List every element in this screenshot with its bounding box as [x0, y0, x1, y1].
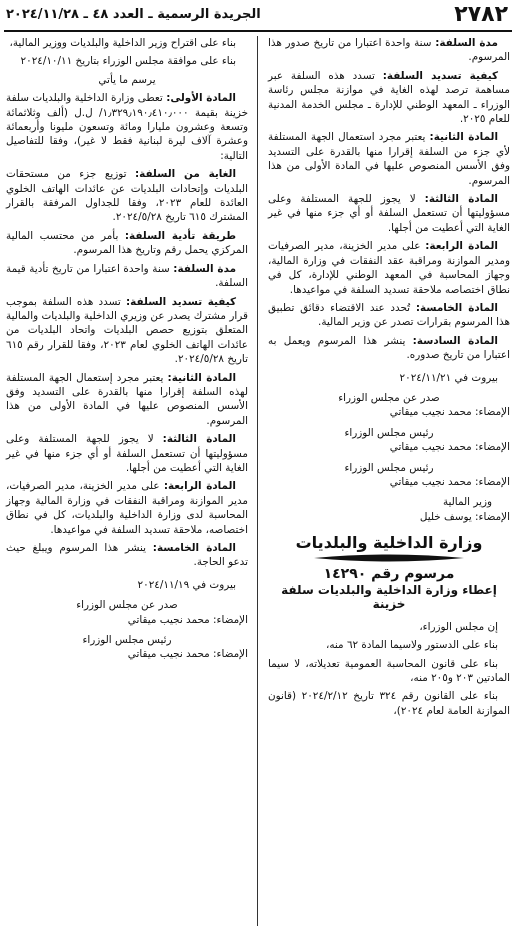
signature-line: صدر عن مجلس الوزراء	[76, 599, 178, 612]
decree-subject: إعطاء وزارة الداخلية والبلديات سلفة خزينة	[281, 583, 497, 612]
gazette-title: الجريدة الرسمية ـ العدد ٤٨ ـ ٢٠٢٤/١١/٢٨	[6, 7, 261, 22]
article-title: المادة الخامسة:	[415, 301, 498, 314]
decree-date: بيروت في ٢٠٢٤/١١/١٩	[137, 578, 236, 591]
paragraph: بناء على الدستور ولاسيما المادة ٦٢ منه،	[326, 639, 498, 652]
paragraph: المادة السادسة: ينشر هذا المرسوم ويعمل به اعتبارا من تاريخ صدوره.	[268, 334, 510, 362]
paragraph: بناء على موافقة مجلس الوزراء بتاريخ ٢٠٢٤/١٠/١١	[20, 55, 236, 68]
paragraph: إن مجلس الوزراء،	[419, 620, 498, 633]
article-title: المادة الخامسة:	[152, 542, 236, 554]
article-title: المادة السادسة:	[412, 334, 498, 347]
paragraph: بناء على اقتراح وزير الداخلية والبلديات ووزير المالية،	[9, 37, 236, 49]
paragraph: مدة السلفة: سنة واحدة اعتبارا من تاريخ تأدية قيمة السلفة.	[6, 262, 248, 290]
paragraph: مدة السلفة: سنة واحدة اعتبارا من تاريخ صدور هذا المرسوم.	[268, 37, 510, 64]
decree-number: مرسوم رقم ١٤٢٩٠	[323, 565, 455, 582]
paragraph: المادة الرابعة: على مدير الخزينة، مدير الصرفيات ومدير الموازنة ومراقبة عقد النفقات في وزارة المالية، وجهاز المحاسبة في المعهد الوطني للإدارة، كل في نطاق اختصاصه ملاحقة تسديد السلفة في مواعيدها.	[268, 240, 510, 296]
page-header	[0, 0, 516, 30]
article-title: المادة الثانية:	[429, 131, 499, 144]
article-title: كيفية تسديد السلفة:	[126, 295, 236, 308]
paragraph: الغاية من السلفة: توزيع جزء من مستحقات البلديات وإتحادات البلديات عن عائدات الهاتف الخلوي العائدة للعام ٢٠٢٣، وفقا للجداول المرفقة بالقرار المشترك ٦١٥ تاريخ ٢٠٢٤/٥/٢٨.	[6, 168, 248, 224]
paragraph: بناء على القانون رقم ٣٢٤ تاريخ ٢٠٢٤/٢/١٢ (قانون الموازنة العامة لعام ٢٠٢٤)،	[268, 690, 510, 717]
column-divider	[257, 36, 258, 926]
right-column	[268, 36, 510, 722]
decree-formula: يرسم ما يأتي	[98, 73, 156, 86]
paragraph: كيفية تسديد السلفة: تسدد هذه السلفة عبر مساهمة ترصد لهذه الغاية في موازنة مجلس رئاسة الوزراء ـ المعهد الوطني للإدارة ـ مجلس الخدمة المدنية للعام ٢٠٢٥.	[268, 69, 510, 126]
signature-line: رئيس مجلس الوزراء	[344, 461, 434, 474]
header-rule	[4, 30, 512, 32]
paragraph: المادة الثالثة: لا يجوز للجهة المستلفة وعلى مسؤوليتها أن تستعمل السلفة أو أي جزء منها في غير الغاية التي أعطيت من أجلها.	[6, 433, 248, 474]
signature-line: الإمضاء: محمد نجيب ميقاتي	[127, 613, 248, 626]
paragraph: المادة الرابعة: على مدير الخزينة، مدير الصرفيات، مدير الموازنة ومراقبة النفقات في وزارة المالية وجهاز المحاسبة لدى وزارة الداخلية والبلديات، كل في نطاق اختصاصه، ملاحقة تسديد السلفة في مواعيدها.	[6, 480, 248, 536]
ornament-divider	[314, 553, 464, 563]
signature-line: وزير المالية	[442, 496, 492, 509]
paragraph: كيفية تسديد السلفة: تسدد هذه السلفة بموجب قرار مشترك يصدر عن وزيري الداخلية والبلديات والمالية المتعلق بتوزيع حصص البلديات واتحاد البلديات من عائدات الهاتف الخلوي لعام ٢٠٢٣، وفقا للقرار رقم ٦١٥ تاريخ ٢٠٢٤/٥/٢٨.	[6, 295, 248, 366]
article-title: الغاية من السلفة:	[135, 168, 237, 181]
decree-date: بيروت في ٢٠٢٤/١١/٢١	[399, 371, 498, 384]
article-title: مدة السلفة:	[173, 262, 236, 275]
article-title: مدة السلفة:	[435, 37, 498, 49]
signature-line: رئيس مجلس الوزراء	[82, 634, 172, 647]
paragraph: المادة الثانية: يعتبر مجرد إستعمال الجهة المستلفة لهذه السلفة إقرارا منها بالقدرة على التسديد وفق الأسس المنصوص عليها في المادة الأولى من هذا المرسوم.	[6, 371, 248, 427]
ministry-heading: وزارة الداخلية والبلديات	[295, 533, 483, 553]
left-column	[6, 36, 248, 662]
article-title: المادة الأولى:	[166, 92, 236, 105]
paragraph: المادة الخامسة: تُحدد عند الاقتضاء دقائق تطبيق هذا المرسوم بقرارات تصدر عن وزير المالية.	[268, 301, 510, 329]
article-title: المادة الثالثة:	[424, 193, 498, 206]
article-title: المادة الرابعة:	[425, 240, 498, 253]
signature-line: الإمضاء: محمد نجيب ميقاتي	[127, 648, 248, 661]
signature-line: الإمضاء: محمد نجيب ميقاتي	[389, 441, 510, 454]
paragraph: المادة الأولى: تعطى وزارة الداخلية والبلديات سلفة خزينة بقيمة ١٫٣٢٩٫١٩٠٫٤١٠٫٠٠٠/ ل.ل (ألف وثلاثمائة وتسعة وعشرون مليارا ومائة وتسعون مليونا وأربعمائة وعشرة آلاف ليرة لبنانية فقط لا غير)، وفقا للتفاصيل التالية:	[6, 92, 248, 162]
article-title: طريقة تأدية السلفة:	[124, 229, 236, 242]
article-title: كيفية تسديد السلفة:	[382, 69, 498, 82]
paragraph: طريقة تأدية السلفة: بأمر من محتسب المالية المركزي يحمل رقم وتاريخ هذا المرسوم.	[6, 229, 248, 257]
paragraph: بناء على قانون المحاسبة العمومية تعديلاته، لا سيما المادتين ٢٠٣ و٢٠٥ منه،	[268, 657, 510, 685]
signature-line: الإمضاء: محمد نجيب ميقاتي	[389, 406, 510, 419]
signature-line: الإمضاء: محمد نجيب ميقاتي	[389, 475, 510, 488]
article-title: المادة الثالثة:	[162, 433, 236, 446]
page-number: ٢٧٨٢	[454, 2, 508, 27]
article-title: المادة الرابعة:	[163, 480, 236, 493]
paragraph: المادة الثالثة: لا يجوز للجهة المستلفة وعلى مسؤوليتها أن تستعمل السلفة أو أي جزء منها في غير الغاية التي أعطيت من أجلها.	[268, 193, 510, 234]
article-title: المادة الثانية:	[167, 371, 237, 384]
signature-line: صدر عن مجلس الوزراء	[338, 391, 440, 404]
signature-line: رئيس مجلس الوزراء	[344, 426, 434, 439]
signature-line: الإمضاء: يوسف خليل	[419, 510, 510, 523]
paragraph: المادة الثانية: يعتبر مجرد استعمال الجهة المستلفة لأي جزء من السلفة إقرارا منها بالقدرة على التسديد وفق الأسس المنصوص عليها في المادة الأولى من هذا المرسوم.	[268, 131, 510, 187]
paragraph: المادة الخامسة: ينشر هذا المرسوم ويبلغ حيث تدعو الحاجة.	[6, 542, 248, 569]
